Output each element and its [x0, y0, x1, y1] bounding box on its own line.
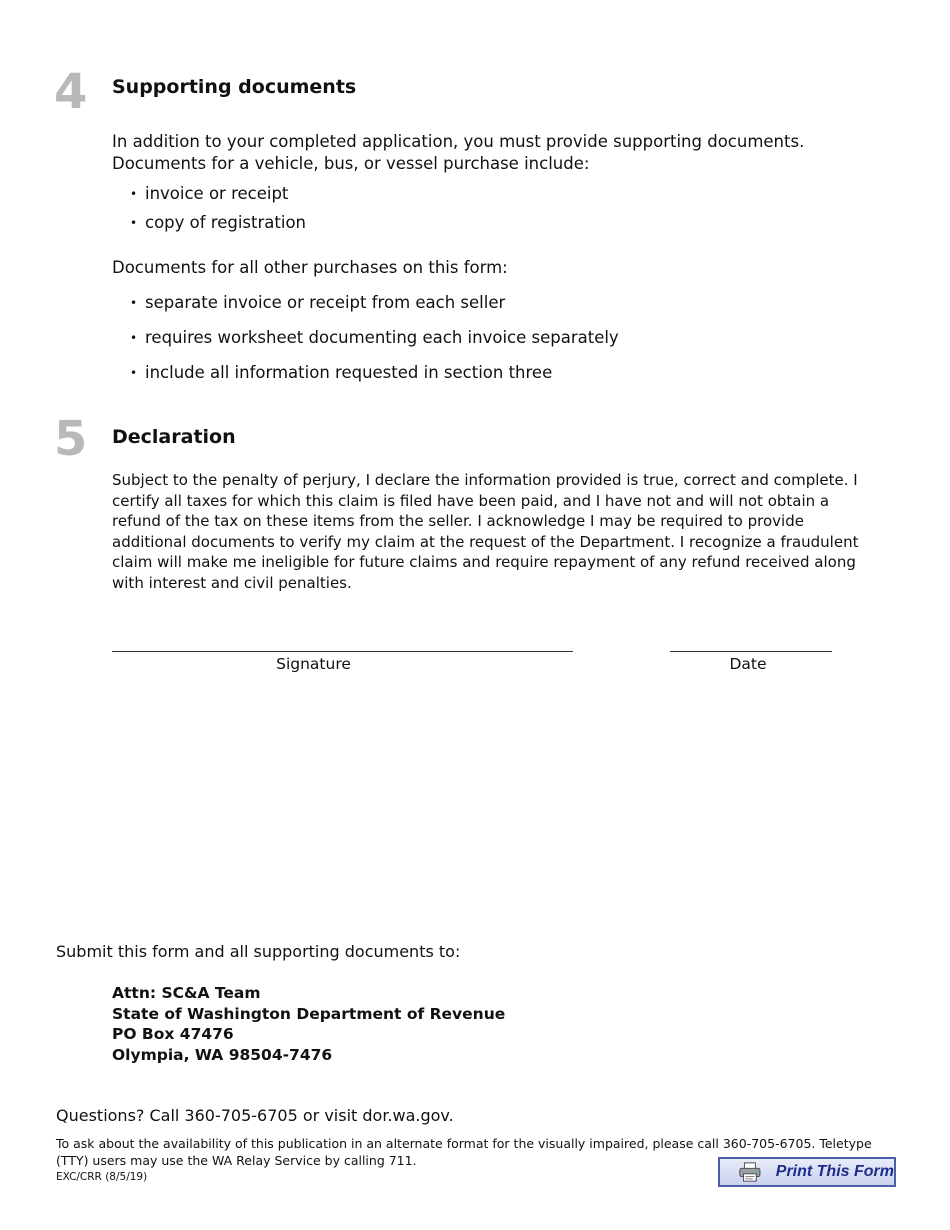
list-item: • invoice or receipt — [130, 184, 289, 203]
address-line: Olympia, WA 98504-7476 — [112, 1045, 333, 1064]
other-purchases-intro: Documents for all other purchases on this form: — [112, 258, 508, 277]
list-item: • copy of registration — [130, 213, 306, 232]
section-4-title: Supporting documents — [112, 76, 357, 98]
signature-line[interactable] — [112, 651, 573, 652]
mailing-address — [112, 983, 505, 1065]
section-5-title: Declaration — [112, 426, 236, 448]
other-documents-list — [130, 292, 619, 397]
print-button-label: Print This Form — [775, 1163, 894, 1180]
list-item: • include all information requested in section three — [130, 363, 553, 382]
section-4-intro: In addition to your completed application, you must provide supporting documents. Documents for a vehicle, bus, or vessel purchase include: — [112, 132, 805, 173]
printer-icon — [738, 1161, 762, 1183]
date-line[interactable] — [670, 651, 832, 652]
address-line: PO Box 47476 — [112, 1025, 234, 1044]
address-line: Attn: SC&A Team — [112, 984, 261, 1002]
alternate-format-notice: To ask about the availability of this publication in an alternate format for the visually impaired, please call 360-705-6705. Teletype (TTY) users may use the WA Relay Service by calling 711. — [56, 1136, 872, 1168]
section-4-number: 4 — [54, 64, 88, 120]
declaration-text: Subject to the penalty of perjury, I declare the information provided is true, correct and complete. I certify all taxes for which this claim is filed have been paid, and I have not and will not obtain a refund of the tax on these items from the seller. I acknowledge I may be required to provide additional documents to verify my claim at the request of the Department. I recognize a fraudulent claim will make me ineligible for future claims and require repayment of any refund received along with interest and civil penalties. — [112, 471, 859, 592]
print-form-button[interactable] — [718, 1157, 896, 1187]
vehicle-documents-list — [130, 183, 306, 241]
submit-instructions: Submit this form and all supporting documents to: — [56, 942, 461, 961]
signature-label: Signature — [276, 655, 351, 673]
questions-contact: Questions? Call 360-705-6705 or visit dor.wa.gov. — [56, 1106, 454, 1125]
list-item: • requires worksheet documenting each invoice separately — [130, 328, 619, 347]
section-5-number: 5 — [54, 411, 88, 467]
form-code: EXC/CRR (8/5/19) — [56, 1171, 148, 1183]
date-label: Date — [729, 655, 767, 673]
list-item: • separate invoice or receipt from each seller — [130, 293, 506, 312]
address-line: State of Washington Department of Revenue — [112, 1004, 506, 1023]
